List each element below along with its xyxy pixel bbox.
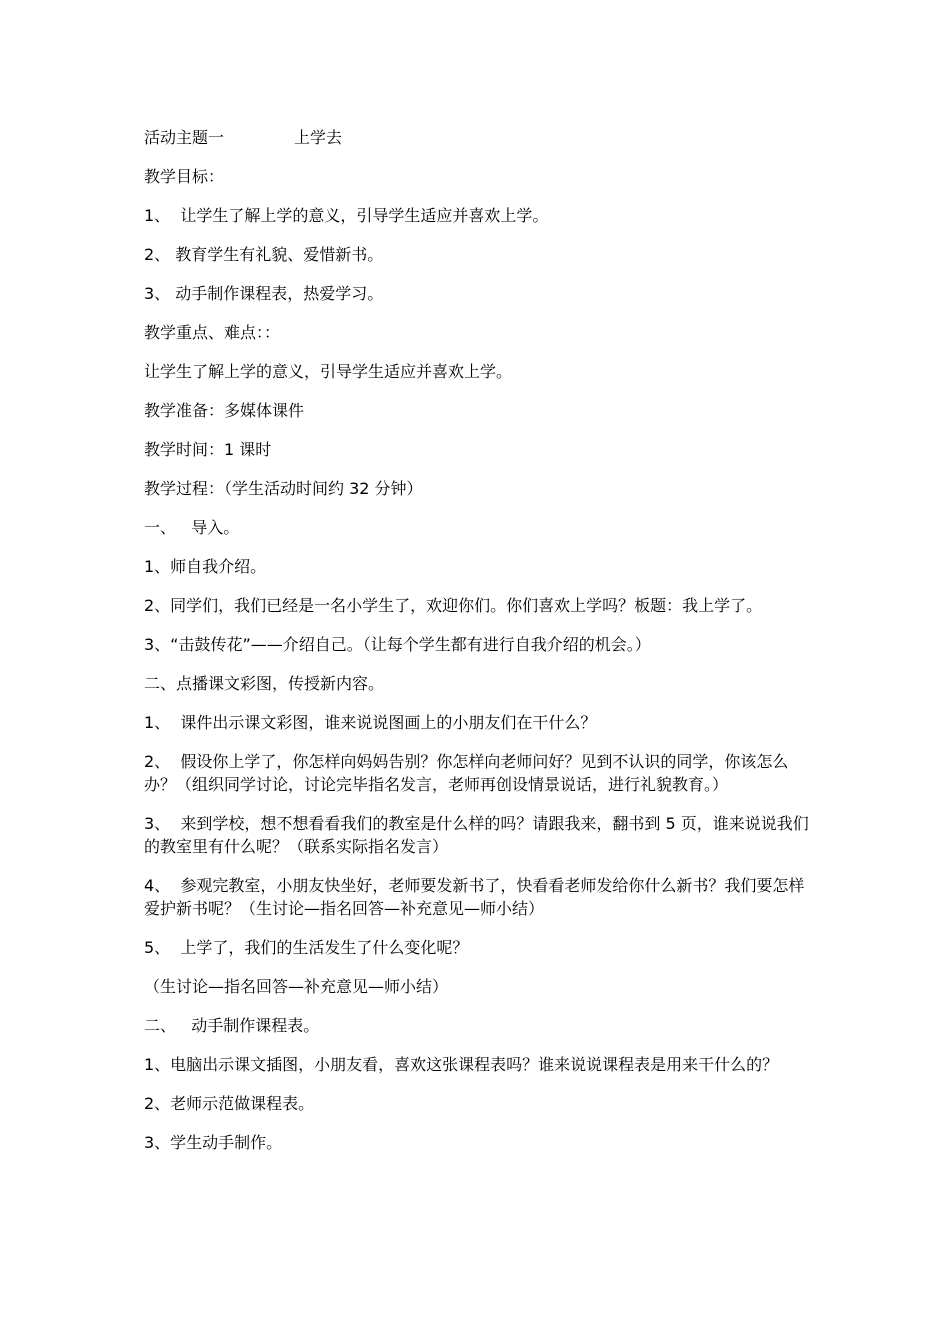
- section-3-heading: 二、 动手制作课程表。: [144, 1016, 320, 1035]
- teaching-goals-heading: 教学目标：: [144, 167, 225, 186]
- section-1-item-2: 2、同学们，我们已经是一名小学生了，欢迎你们。你们喜欢上学吗？板题：我上学了。: [144, 596, 763, 615]
- key-points-text: 让学生了解上学的意义，引导学生适应并喜欢上学。: [144, 362, 513, 381]
- key-points-heading: 教学重点、难点：：: [144, 323, 281, 342]
- activity-title-label: 活动主题一: [144, 128, 225, 147]
- teaching-process-line: 教学过程：（学生活动时间约 32 分钟）: [144, 479, 423, 498]
- section-2-item-4: 4、 参观完教室，小朋友快坐好，老师要发新书了，快看看老师发给你什么新书？我们要怎样爱护新书呢？（生讨论—指名回答—补充意见—师小结）: [144, 876, 805, 918]
- section-2-item-2: 2、 假设你上学了，你怎样向妈妈告别？你怎样向老师问好？见到不认识的同学，你该怎么办？（组织同学讨论，讨论完毕指名发言，老师再创设情景说话，进行礼貌教育。）: [144, 752, 789, 794]
- section-1-item-1: 1、师自我介绍。: [144, 557, 267, 576]
- section-2-item-1: 1、 课件出示课文彩图，谁来说说图画上的小朋友们在干什么？: [144, 713, 597, 732]
- activity-title-value: 上学去: [294, 128, 343, 147]
- teaching-time-line: 教学时间：1 课时: [144, 440, 272, 459]
- document-body: [144, 126, 814, 1170]
- goal-item-2: 2、 教育学生有礼貌、爱惜新书。: [144, 245, 384, 264]
- section-3-item-1: 1、电脑出示课文插图，小朋友看，喜欢这张课程表吗？谁来说说课程表是用来干什么的？: [144, 1055, 779, 1074]
- section-3-item-3: 3、学生动手制作。: [144, 1133, 283, 1152]
- activity-title: [144, 126, 814, 149]
- section-2-item-3: 3、 来到学校，想不想看看我们的教室是什么样的吗？请跟我来，翻书到 5 页，谁来说说我们的教室里有什么呢？（联系实际指名发言）: [144, 814, 809, 856]
- section-2-item-5: 5、 上学了，我们的生活发生了什么变化呢？: [144, 938, 469, 957]
- section-2-item-5-note: （生讨论—指名回答—补充意见—师小结）: [144, 977, 449, 996]
- preparation-line: 教学准备：多媒体课件: [144, 401, 305, 420]
- section-2-heading: 二、点播课文彩图，传授新内容。: [144, 674, 385, 693]
- section-1-heading: 一、 导入。: [144, 518, 240, 537]
- section-1-item-3: 3、“击鼓传花”——介绍自己。（让每个学生都有进行自我介绍的机会。）: [144, 635, 651, 654]
- goal-item-3: 3、 动手制作课程表，热爱学习。: [144, 284, 384, 303]
- goal-item-1: 1、 让学生了解上学的意义，引导学生适应并喜欢上学。: [144, 206, 549, 225]
- section-3-item-2: 2、老师示范做课程表。: [144, 1094, 315, 1113]
